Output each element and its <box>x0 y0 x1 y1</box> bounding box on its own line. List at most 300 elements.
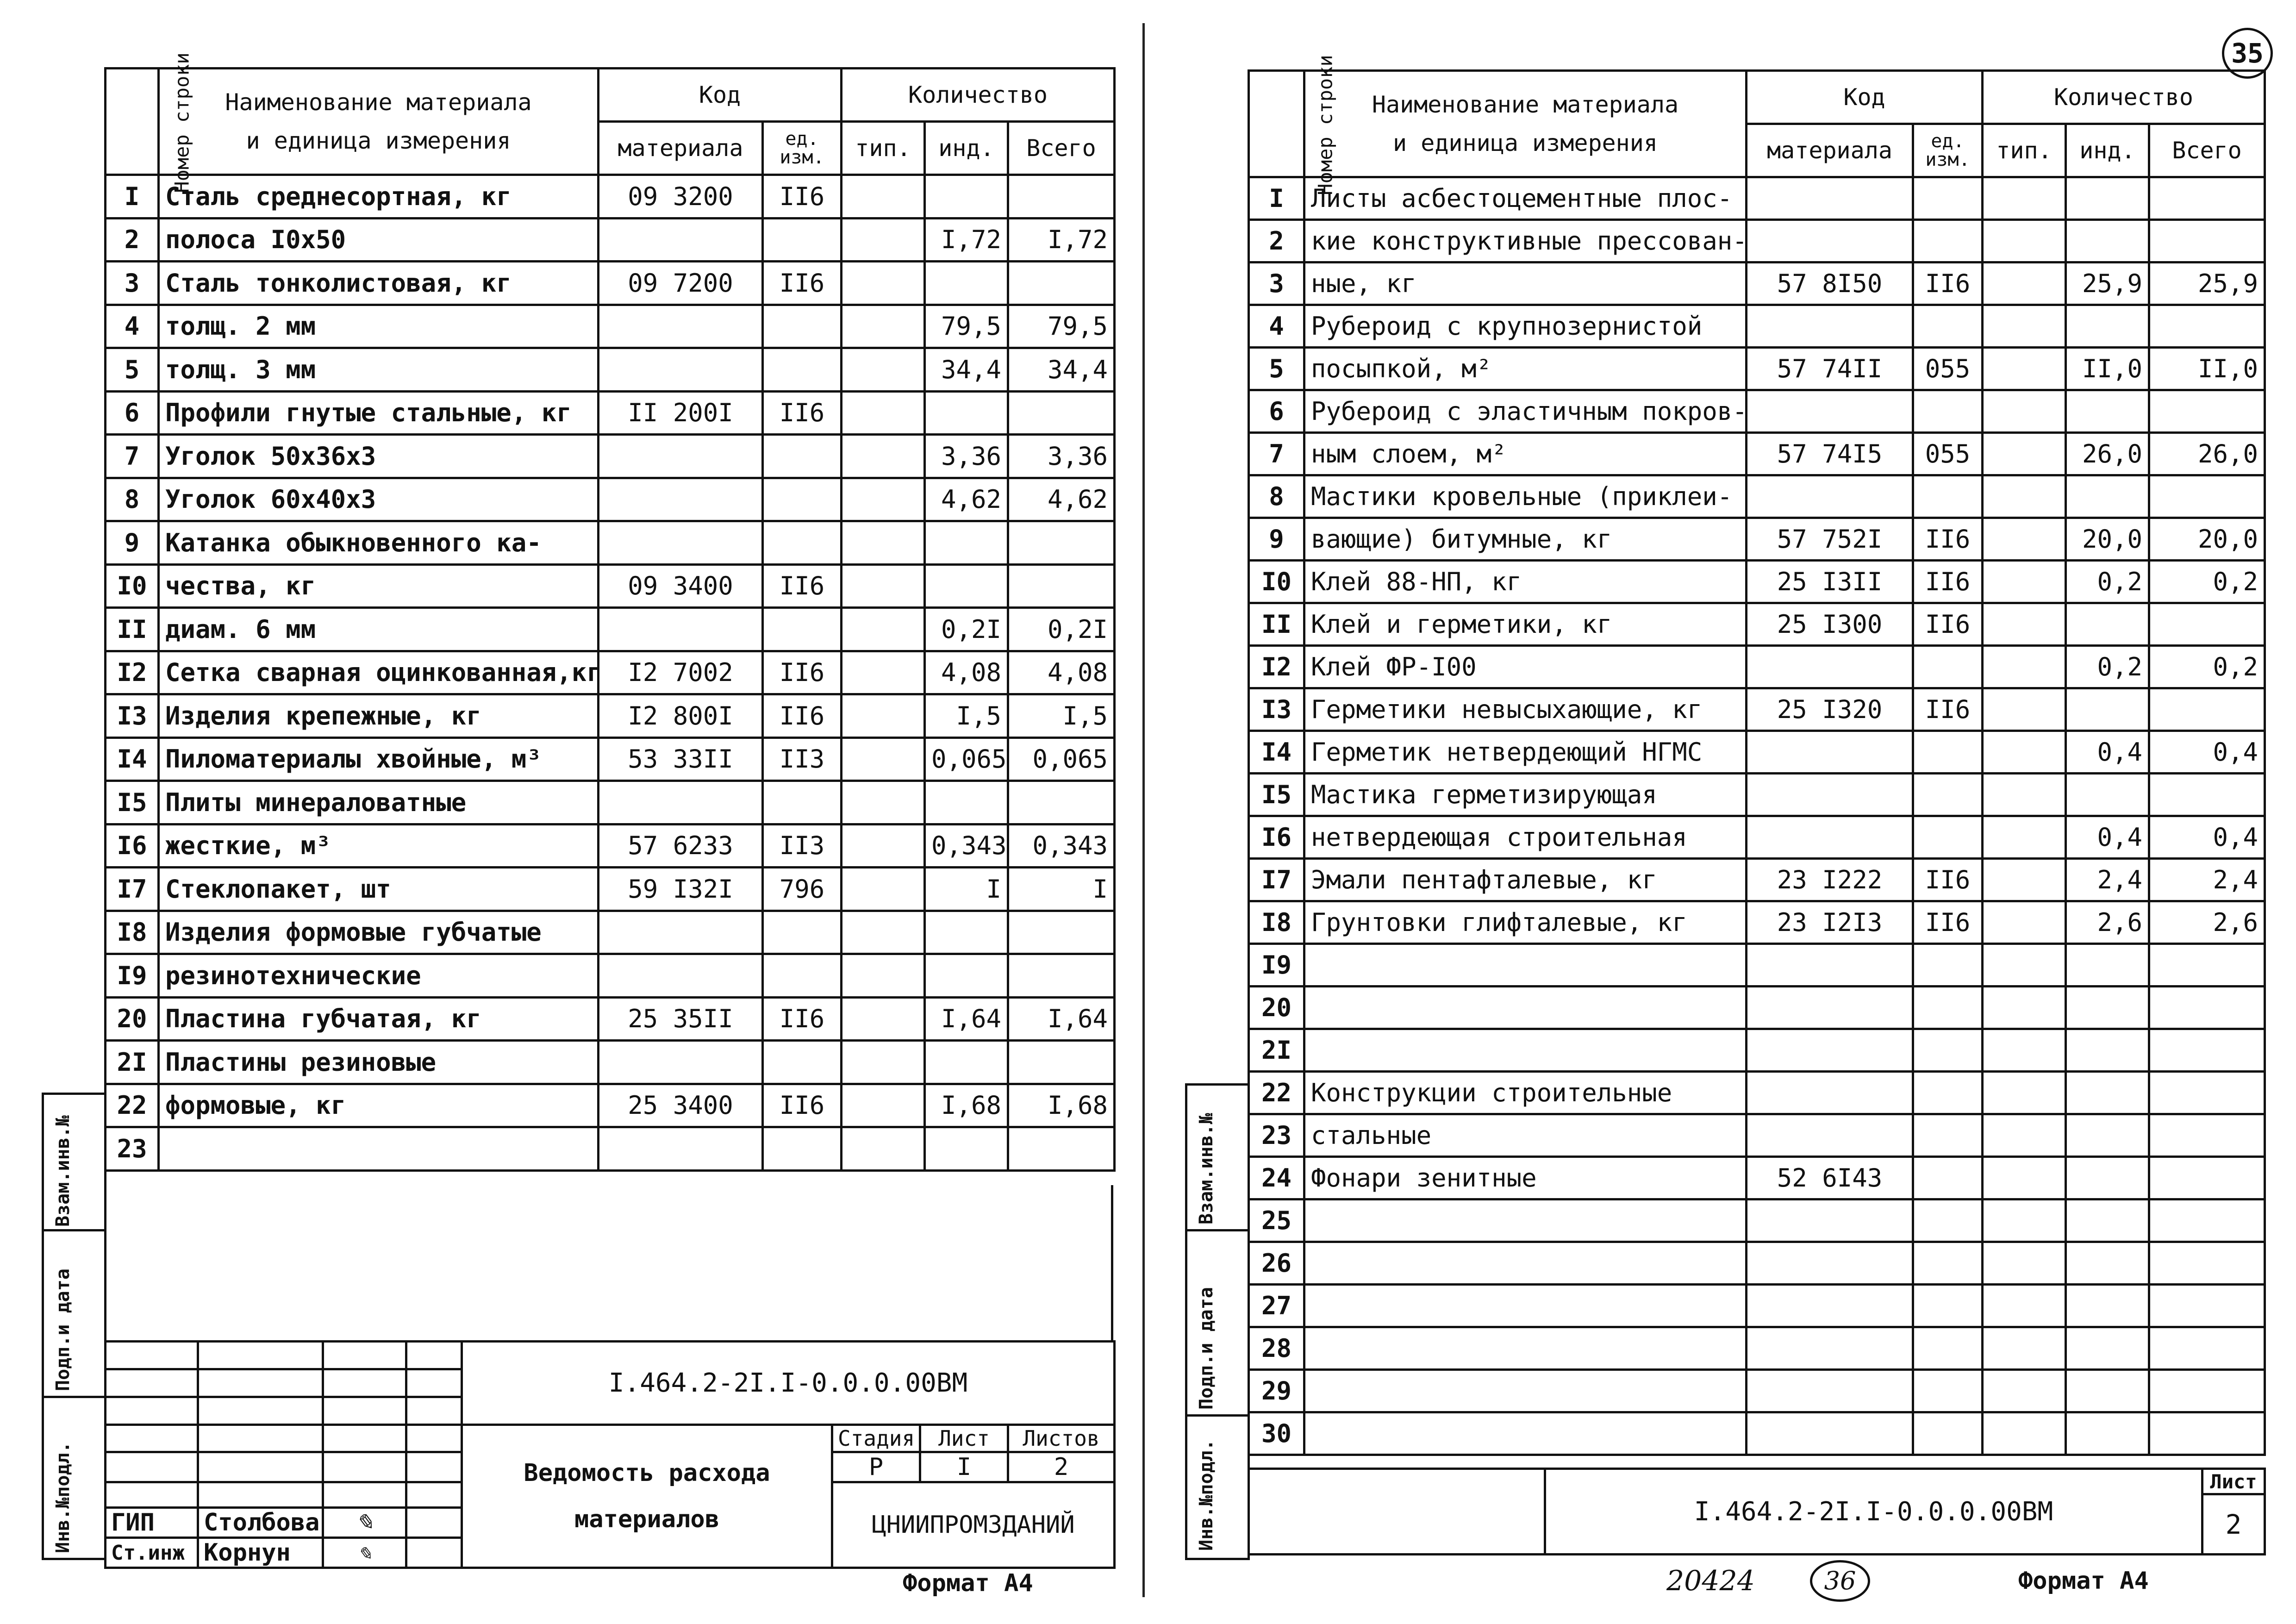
table-row <box>106 911 1115 954</box>
unit-code: II3 <box>763 824 842 868</box>
qty-ind: 4,62 <box>925 478 1008 521</box>
qty-typ <box>842 262 925 305</box>
qty-total: 3,36 <box>1008 435 1115 478</box>
row-number: 23 <box>106 1127 159 1171</box>
unit-code <box>1913 1199 1983 1242</box>
material-code: I2 7002 <box>599 651 763 694</box>
chief-signature: ✎ <box>323 1538 406 1568</box>
material-name: вающие) битумные, кг <box>1304 518 1747 561</box>
table-row <box>106 218 1115 262</box>
unit-code: II6 <box>763 997 842 1041</box>
qty-total <box>2149 603 2265 646</box>
left-side-strip <box>42 1093 106 1560</box>
material-name: Изделия крепежные, кг <box>159 694 599 738</box>
material-name: Уголок 60х40х3 <box>159 478 599 521</box>
material-code: 53 33II <box>599 737 763 781</box>
unit-code: II6 <box>1913 518 1983 561</box>
unit-code <box>1913 1072 1983 1114</box>
qty-ind-header: инд. <box>925 122 1008 175</box>
unit-code <box>1913 1157 1983 1199</box>
material-name <box>1304 1242 1747 1285</box>
qty-total <box>1008 564 1115 608</box>
qty-ind <box>2066 1114 2149 1157</box>
table-row <box>1249 561 2265 603</box>
row-number: 4 <box>106 305 159 348</box>
qty-ind <box>925 911 1008 954</box>
material-code: 25 35II <box>599 997 763 1041</box>
qty-total <box>2149 1285 2265 1327</box>
qty-total: 4,08 <box>1008 651 1115 694</box>
unit-code: II6 <box>763 1084 842 1127</box>
row-number: 2I <box>106 1041 159 1084</box>
qty-typ <box>1983 646 2066 688</box>
table-row <box>106 651 1115 694</box>
organization: ЦНИИПРОМЗДАНИЙ <box>832 1482 1115 1568</box>
material-name: Герметик нетвердеющий НГМС <box>1304 731 1747 774</box>
material-name: нетвердеющая строительная <box>1304 816 1747 859</box>
left-table-body <box>106 175 1115 1171</box>
material-name: жесткие, м³ <box>159 824 599 868</box>
material-code <box>1747 987 1913 1029</box>
material-code: I2 800I <box>599 694 763 738</box>
material-code: 57 74I5 <box>1747 433 1913 475</box>
row-number: 3 <box>106 262 159 305</box>
qty-total <box>2149 1072 2265 1114</box>
qty-typ <box>1983 1072 2066 1114</box>
table-row <box>1249 1242 2265 1285</box>
material-name: толщ. 3 мм <box>159 348 599 392</box>
material-name: Мастики кровельные (приклеи- <box>1304 475 1747 518</box>
material-name <box>159 1127 599 1171</box>
qty-typ <box>842 175 925 219</box>
qty-typ <box>1983 1242 2066 1285</box>
row-number: 30 <box>1249 1412 1304 1455</box>
material-name: Рубероид с эластичным покров- <box>1304 390 1747 433</box>
qty-ind <box>925 521 1008 565</box>
material-name <box>1304 1199 1747 1242</box>
unit-code <box>1913 305 1983 348</box>
qty-typ <box>1983 1029 2066 1072</box>
material-name: формовые, кг <box>159 1084 599 1127</box>
qty-ind: 3,36 <box>925 435 1008 478</box>
material-code <box>1747 177 1913 220</box>
material-name: Клей 88-НП, кг <box>1304 561 1747 603</box>
row-number: 3 <box>1249 262 1304 305</box>
unit-code <box>1913 390 1983 433</box>
material-name: Мастика герметизирующая <box>1304 774 1747 816</box>
material-name: Пластина губчатая, кг <box>159 997 599 1041</box>
qty-ind: 0,4 <box>2066 816 2149 859</box>
material-code: 09 7200 <box>599 262 763 305</box>
qty-typ <box>1983 1370 2066 1412</box>
qty-ind <box>2066 1242 2149 1285</box>
material-code <box>599 954 763 998</box>
material-name: Фонари зенитные <box>1304 1157 1747 1199</box>
qty-typ <box>1983 1157 2066 1199</box>
qty-ind <box>2066 177 2149 220</box>
qty-total: I,72 <box>1008 218 1115 262</box>
material-code <box>1747 1029 1913 1072</box>
row-number: I6 <box>1249 816 1304 859</box>
left-material-table <box>104 52 1116 1172</box>
material-code <box>599 1127 763 1171</box>
unit-code <box>763 478 842 521</box>
material-code <box>599 218 763 262</box>
unit-code <box>1913 475 1983 518</box>
table-row <box>1249 1327 2265 1370</box>
qty-total: 0,343 <box>1008 824 1115 868</box>
material-name: Грунтовки глифталевые, кг <box>1304 901 1747 944</box>
table-row <box>106 997 1115 1041</box>
material-code <box>599 911 763 954</box>
row-number: II <box>1249 603 1304 646</box>
right-material-table <box>1248 55 2266 1456</box>
qty-typ <box>1983 944 2066 987</box>
row-number: 25 <box>1249 1199 1304 1242</box>
qty-typ <box>842 521 925 565</box>
code-material-header: материала <box>599 122 763 175</box>
gip-label: ГИП <box>106 1508 198 1538</box>
material-name: Сталь среднесортная, кг <box>159 175 599 219</box>
material-name: Пластины резиновые <box>159 1041 599 1084</box>
material-name: Эмали пентафталевые, кг <box>1304 859 1747 901</box>
unit-code <box>1913 1370 1983 1412</box>
row-number: 2I <box>1249 1029 1304 1072</box>
row-number-header: Номер строки <box>106 69 159 175</box>
qty-total <box>2149 1157 2265 1199</box>
doc-title: Ведомость расхода материалов <box>462 1425 832 1568</box>
material-code <box>1747 1370 1913 1412</box>
material-code <box>1747 220 1913 262</box>
qty-total <box>1008 954 1115 998</box>
material-name: Сетка сварная оцинкованная,кг <box>159 651 599 694</box>
qty-typ <box>1983 688 2066 731</box>
row-number: 4 <box>1249 305 1304 348</box>
material-name <box>1304 987 1747 1029</box>
material-code <box>1747 475 1913 518</box>
row-number: I7 <box>1249 859 1304 901</box>
qty-total <box>1008 781 1115 824</box>
qty-typ <box>842 737 925 781</box>
qty-typ <box>1983 1327 2066 1370</box>
material-name: Изделия формовые губчатые <box>159 911 599 954</box>
qty-ind <box>2066 603 2149 646</box>
right-sheet-label: Лист <box>2202 1469 2265 1494</box>
unit-code <box>763 435 842 478</box>
unit-code <box>763 521 842 565</box>
row-number: 20 <box>1249 987 1304 1029</box>
qty-ind <box>925 564 1008 608</box>
qty-typ <box>1983 859 2066 901</box>
material-code: 09 3200 <box>599 175 763 219</box>
qty-typ <box>1983 1199 2066 1242</box>
material-code: 09 3400 <box>599 564 763 608</box>
table-row <box>1249 859 2265 901</box>
stage-label: Стадия <box>832 1425 920 1452</box>
qty-total <box>2149 987 2265 1029</box>
unit-code: II6 <box>763 651 842 694</box>
left-empty-area <box>104 1185 1113 1343</box>
unit-code <box>1913 816 1983 859</box>
table-row <box>1249 1072 2265 1114</box>
material-code: 23 I2I3 <box>1747 901 1913 944</box>
qty-ind <box>2066 390 2149 433</box>
qty-ind <box>2066 220 2149 262</box>
row-number: 22 <box>106 1084 159 1127</box>
material-code <box>599 1041 763 1084</box>
qty-ind <box>2066 1370 2149 1412</box>
table-row <box>106 781 1115 824</box>
unit-code: 055 <box>1913 348 1983 390</box>
qty-total-header: Всего <box>2149 124 2265 177</box>
table-row <box>1249 518 2265 561</box>
material-code <box>1747 646 1913 688</box>
qty-total <box>1008 1127 1115 1171</box>
qty-ind: 0,065 <box>925 737 1008 781</box>
code-unit-header: ед. изм. <box>1913 124 1983 177</box>
row-number: I7 <box>106 868 159 911</box>
material-name: Катанка обыкновенного ка- <box>159 521 599 565</box>
row-number: I3 <box>1249 688 1304 731</box>
code-header: Код <box>599 69 842 122</box>
qty-ind: 0,343 <box>925 824 1008 868</box>
material-code <box>599 305 763 348</box>
row-number: I4 <box>106 737 159 781</box>
qty-total <box>2149 1199 2265 1242</box>
row-number: 27 <box>1249 1285 1304 1327</box>
material-name: чества, кг <box>159 564 599 608</box>
row-number: 5 <box>1249 348 1304 390</box>
qty-total: 4,62 <box>1008 478 1115 521</box>
qty-total <box>1008 175 1115 219</box>
unit-code <box>763 911 842 954</box>
material-name: диам. 6 мм <box>159 608 599 651</box>
unit-code <box>763 608 842 651</box>
material-name: резинотехнические <box>159 954 599 998</box>
qty-ind <box>2066 1072 2149 1114</box>
unit-code <box>1913 1029 1983 1072</box>
qty-total: 79,5 <box>1008 305 1115 348</box>
row-number: I0 <box>1249 561 1304 603</box>
material-code <box>599 781 763 824</box>
unit-code: II6 <box>763 175 842 219</box>
material-code <box>1747 1242 1913 1285</box>
qty-ind: 0,2 <box>2066 646 2149 688</box>
unit-code: II6 <box>763 694 842 738</box>
table-row <box>106 564 1115 608</box>
table-row <box>106 521 1115 565</box>
qty-total: I,64 <box>1008 997 1115 1041</box>
row-number: 22 <box>1249 1072 1304 1114</box>
qty-typ <box>842 435 925 478</box>
right-sheet-value: 2 <box>2202 1494 2265 1555</box>
unit-code <box>763 348 842 392</box>
row-number: I4 <box>1249 731 1304 774</box>
side-label-inv: Инв.№подл. <box>52 1442 74 1553</box>
right-format-label: Формат А4 <box>2018 1567 2149 1595</box>
qty-total <box>2149 1370 2265 1412</box>
table-row <box>1249 433 2265 475</box>
qty-total <box>2149 220 2265 262</box>
material-name: стальные <box>1304 1114 1747 1157</box>
side-label-inv: Инв.№подл. <box>1196 1439 1217 1551</box>
table-row <box>106 608 1115 651</box>
qty-total <box>2149 1114 2265 1157</box>
qty-ind: 0,4 <box>2066 731 2149 774</box>
qty-ind: I,68 <box>925 1084 1008 1127</box>
material-code <box>1747 1327 1913 1370</box>
material-name: Плиты минераловатные <box>159 781 599 824</box>
qty-ind: I,72 <box>925 218 1008 262</box>
unit-code: II6 <box>1913 262 1983 305</box>
material-code <box>1747 774 1913 816</box>
table-row <box>106 1041 1115 1084</box>
material-name <box>1304 944 1747 987</box>
table-row <box>1249 901 2265 944</box>
table-row <box>106 954 1115 998</box>
side-label-sign: Подп.и дата <box>1196 1287 1217 1410</box>
row-number: 20 <box>106 997 159 1041</box>
row-number: 26 <box>1249 1242 1304 1285</box>
page-number-badge: 35 <box>2222 28 2273 79</box>
qty-ind <box>2066 987 2149 1029</box>
qty-total <box>2149 390 2265 433</box>
stage-value: Р <box>832 1452 920 1482</box>
qty-total <box>2149 688 2265 731</box>
qty-total: I,5 <box>1008 694 1115 738</box>
qty-typ <box>1983 348 2066 390</box>
material-code <box>1747 305 1913 348</box>
unit-code <box>1913 774 1983 816</box>
material-code: 23 I222 <box>1747 859 1913 901</box>
table-row <box>1249 1370 2265 1412</box>
qty-ind <box>2066 305 2149 348</box>
qty-ind <box>925 175 1008 219</box>
unit-code <box>763 218 842 262</box>
unit-code: 055 <box>1913 433 1983 475</box>
sheet-value: I <box>920 1452 1008 1482</box>
qty-total <box>2149 774 2265 816</box>
qty-typ <box>842 781 925 824</box>
unit-code <box>763 305 842 348</box>
right-title-block <box>1248 1468 2266 1555</box>
qty-total <box>1008 1041 1115 1084</box>
qty-ind: 2,6 <box>2066 901 2149 944</box>
unit-code <box>1913 1412 1983 1455</box>
unit-code <box>1913 1114 1983 1157</box>
qty-total: 2,6 <box>2149 901 2265 944</box>
code-header: Код <box>1747 71 1983 124</box>
table-row <box>106 435 1115 478</box>
qty-typ <box>842 694 925 738</box>
qty-ind <box>925 781 1008 824</box>
material-name <box>1304 1285 1747 1327</box>
unit-code <box>1913 1242 1983 1285</box>
side-label-sign: Подп.и дата <box>52 1268 74 1391</box>
side-label-vzam: Взам.инв.№ <box>1196 1113 1217 1224</box>
unit-code: II6 <box>1913 603 1983 646</box>
gip-signature: ✎ <box>323 1508 406 1538</box>
table-row <box>1249 944 2265 987</box>
qty-typ <box>1983 220 2066 262</box>
table-row <box>1249 177 2265 220</box>
row-number: I5 <box>1249 774 1304 816</box>
row-number: I9 <box>1249 944 1304 987</box>
qty-ind <box>925 1127 1008 1171</box>
material-name <box>1304 1029 1747 1072</box>
table-row <box>1249 774 2265 816</box>
row-number: I6 <box>106 824 159 868</box>
unit-code: 796 <box>763 868 842 911</box>
material-name-header: Наименование материала и единица измерения <box>1304 71 1747 177</box>
row-number: I8 <box>106 911 159 954</box>
table-row <box>1249 603 2265 646</box>
table-row <box>1249 1157 2265 1199</box>
row-number: 8 <box>1249 475 1304 518</box>
right-doc-code: I.464.2-2I.I-0.0.0.00ВМ <box>1545 1469 2202 1555</box>
material-code: 57 8I50 <box>1747 262 1913 305</box>
qty-typ <box>1983 262 2066 305</box>
row-number: I2 <box>1249 646 1304 688</box>
qty-typ <box>842 651 925 694</box>
table-row <box>1249 1285 2265 1327</box>
table-row <box>1249 475 2265 518</box>
unit-code <box>1913 220 1983 262</box>
qty-typ <box>842 824 925 868</box>
qty-typ-header: тип. <box>1983 124 2066 177</box>
qty-total: 2,4 <box>2149 859 2265 901</box>
material-name: посыпкой, м² <box>1304 348 1747 390</box>
table-row <box>1249 348 2265 390</box>
qty-total <box>1008 262 1115 305</box>
table-row <box>1249 688 2265 731</box>
gip-name: Столбова <box>198 1508 323 1538</box>
row-number: 6 <box>1249 390 1304 433</box>
sheets-label: Листов <box>1008 1425 1115 1452</box>
qty-typ <box>1983 987 2066 1029</box>
material-name: толщ. 2 мм <box>159 305 599 348</box>
qty-ind <box>2066 1199 2149 1242</box>
material-name: Стеклопакет, шт <box>159 868 599 911</box>
sheets-value: 2 <box>1008 1452 1115 1482</box>
qty-typ <box>1983 177 2066 220</box>
row-number: 2 <box>1249 220 1304 262</box>
chief-name: Корнун <box>198 1538 323 1568</box>
qty-typ <box>842 348 925 392</box>
qty-total <box>2149 1029 2265 1072</box>
qty-total <box>1008 911 1115 954</box>
qty-ind <box>2066 1029 2149 1072</box>
qty-total-header: Всего <box>1008 122 1115 175</box>
row-number-header: Номер строки <box>1249 71 1304 177</box>
material-code: 59 I32I <box>599 868 763 911</box>
qty-typ <box>842 997 925 1041</box>
table-row <box>1249 1199 2265 1242</box>
material-code: 25 I300 <box>1747 603 1913 646</box>
material-name: Клей ФР-I00 <box>1304 646 1747 688</box>
unit-code <box>1913 1285 1983 1327</box>
qty-total: 0,065 <box>1008 737 1115 781</box>
qty-total: 20,0 <box>2149 518 2265 561</box>
qty-ind: 34,4 <box>925 348 1008 392</box>
qty-typ <box>842 218 925 262</box>
qty-total: I,68 <box>1008 1084 1115 1127</box>
material-name: Листы асбестоцементные плос- <box>1304 177 1747 220</box>
qty-ind: 20,0 <box>2066 518 2149 561</box>
unit-code <box>1913 177 1983 220</box>
unit-code: II6 <box>763 391 842 435</box>
row-number: I3 <box>106 694 159 738</box>
